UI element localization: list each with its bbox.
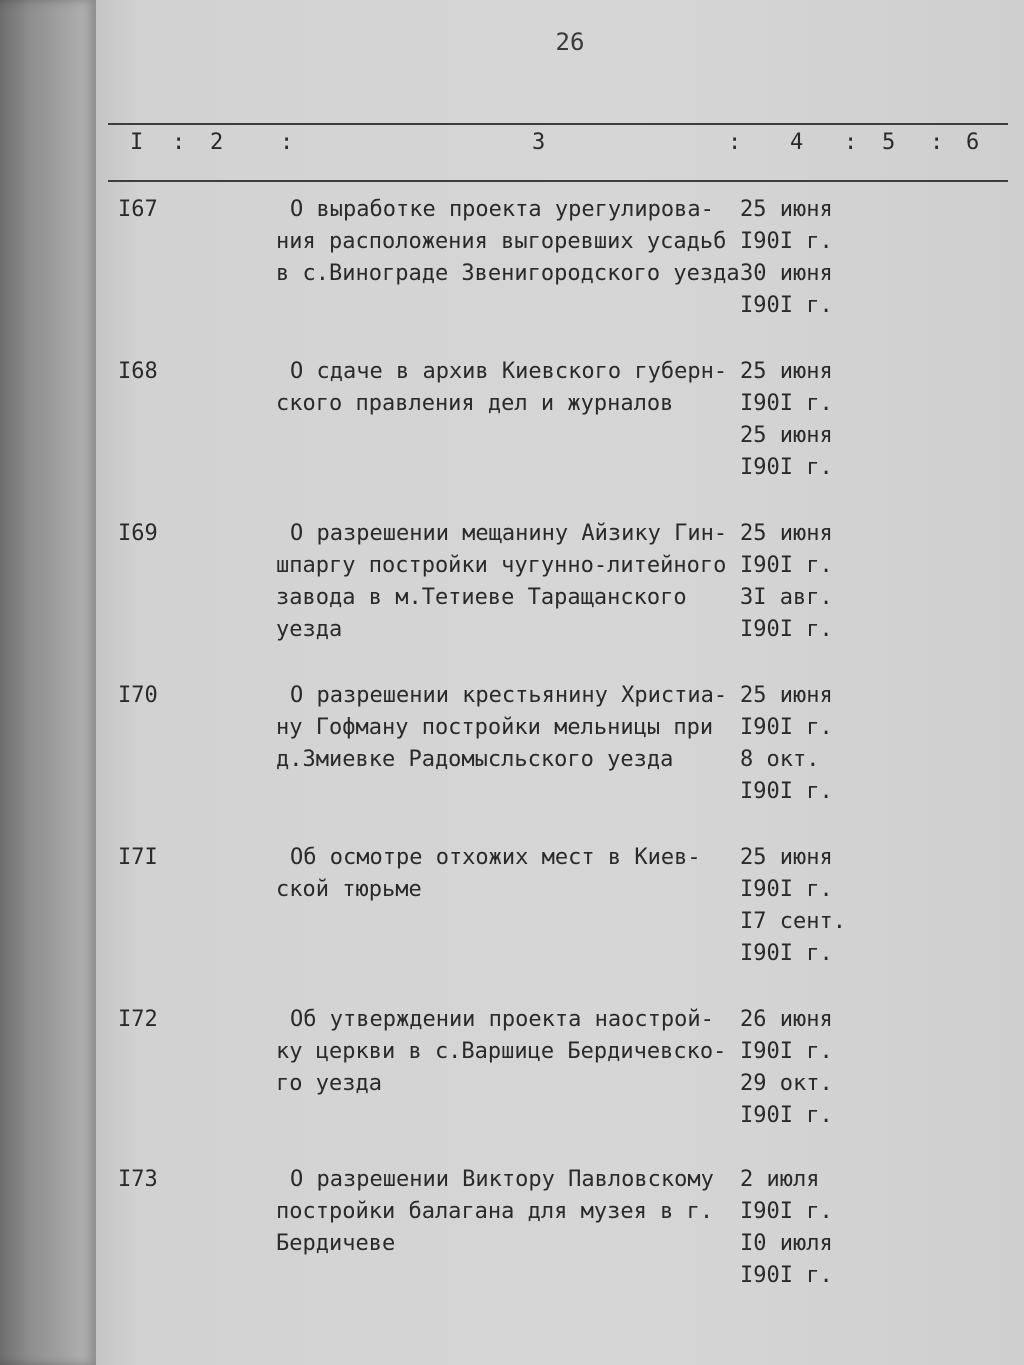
column-header-2: 2 <box>210 130 224 155</box>
entry-title <box>276 842 746 906</box>
start-date-year: I90I г. <box>740 229 833 254</box>
column-header-1: I <box>130 130 144 155</box>
column-header-sep: : <box>844 130 858 155</box>
end-date-year: I90I г. <box>740 779 833 804</box>
start-date-day: 2 июля <box>740 1167 820 1192</box>
page-binding-shadow <box>0 0 96 1365</box>
end-date-day: 3I авг. <box>740 585 833 610</box>
start-date-day: 25 июня <box>740 845 833 870</box>
end-date-day: 29 окт. <box>740 1071 833 1096</box>
start-date-year: I90I г. <box>740 877 833 902</box>
entry-title-line: в с.Винограде Звенигородского уезда <box>276 261 740 286</box>
column-header-4: 4 <box>790 130 804 155</box>
column-header-sep: : <box>930 130 944 155</box>
entry-title-line: О выработке проекта урегулирова- <box>290 197 714 222</box>
start-date-year: I90I г. <box>740 715 833 740</box>
entry-title <box>276 194 746 290</box>
header-rule-top <box>108 123 1008 125</box>
entry-number: I67 <box>118 197 158 222</box>
entry-dates <box>740 842 850 970</box>
column-header-row <box>100 130 1024 170</box>
entry-title-line: ку церкви в с.Варшице Бердичевско- <box>276 1039 727 1064</box>
entry-title <box>276 356 746 420</box>
start-date-day: 25 июня <box>740 359 833 384</box>
end-date-day: 30 июня <box>740 261 833 286</box>
start-date-day: 25 июня <box>740 197 833 222</box>
end-date-year: I90I г. <box>740 617 833 642</box>
start-date-day: 25 июня <box>740 683 833 708</box>
end-date-day: I7 сент. <box>740 909 846 934</box>
entry-title-line: О разрешении крестьянину Христиа- <box>290 683 728 708</box>
end-date-year: I90I г. <box>740 455 833 480</box>
end-date-year: I90I г. <box>740 1103 833 1128</box>
entry-title <box>276 1004 746 1100</box>
entry-number: I72 <box>118 1007 158 1032</box>
entry-title-line: О разрешении Виктору Павловскому <box>290 1167 714 1192</box>
entry-title-line: Об осмотре отхожих мест в Киев- <box>290 845 701 870</box>
column-header-sep: : <box>172 130 186 155</box>
entry-title-line: ния расположения выгоревших усадьб <box>276 229 727 254</box>
end-date-day: I0 июля <box>740 1231 833 1256</box>
column-header-sep: : <box>280 130 294 155</box>
end-date-year: I90I г. <box>740 941 833 966</box>
header-rule-bottom <box>108 180 1008 182</box>
entry-dates <box>740 1004 850 1132</box>
start-date-day: 26 июня <box>740 1007 833 1032</box>
entry-number: I68 <box>118 359 158 384</box>
entry-title <box>276 680 746 776</box>
column-header-5: 5 <box>882 130 896 155</box>
end-date-day: 8 окт. <box>740 747 820 772</box>
page-number: 26 <box>555 28 585 56</box>
entry-number: I70 <box>118 683 158 708</box>
column-header-3: 3 <box>532 130 546 155</box>
start-date-year: I90I г. <box>740 1039 833 1064</box>
end-date-year: I90I г. <box>740 1263 833 1288</box>
entry-dates <box>740 518 850 646</box>
start-date-day: 25 июня <box>740 521 833 546</box>
entry-number: I7I <box>118 845 158 870</box>
entry-number: I69 <box>118 521 158 546</box>
entry-title-line: д.Змиевке Радомысльского уезда <box>276 747 674 772</box>
entry-title <box>276 1164 746 1260</box>
end-date-day: 25 июня <box>740 423 833 448</box>
entry-title-line: О разрешении мещанину Айзику Гин- <box>290 521 728 546</box>
entry-title-line: Бердичеве <box>276 1231 396 1256</box>
entry-title-line: завода в м.Тетиеве Таращанского <box>276 585 687 610</box>
entry-title-line: ского правления дел и журналов <box>276 391 674 416</box>
entry-title-line: ну Гофману постройки мельницы при <box>276 715 714 740</box>
entry-title-line: уезда <box>276 617 343 642</box>
entry-title-line: шпаргу постройки чугунно-литейного <box>276 553 727 578</box>
entry-title <box>276 518 746 646</box>
entry-title-line: постройки балагана для музея в г. <box>276 1199 714 1224</box>
entry-title-line: ской тюрьме <box>276 877 422 902</box>
start-date-year: I90I г. <box>740 1199 833 1224</box>
entry-title-line: О сдаче в архив Киевского губерн- <box>290 359 728 384</box>
entry-title-line: го уезда <box>276 1071 382 1096</box>
start-date-year: I90I г. <box>740 391 833 416</box>
entry-title-line: Об утверждении проекта наострой- <box>290 1007 714 1032</box>
entry-dates <box>740 194 850 322</box>
start-date-year: I90I г. <box>740 553 833 578</box>
column-header-6: 6 <box>966 130 980 155</box>
end-date-year: I90I г. <box>740 293 833 318</box>
entry-dates <box>740 1164 850 1292</box>
entry-dates <box>740 356 850 484</box>
entry-dates <box>740 680 850 808</box>
entry-number: I73 <box>118 1167 158 1192</box>
column-header-sep: : <box>728 130 742 155</box>
